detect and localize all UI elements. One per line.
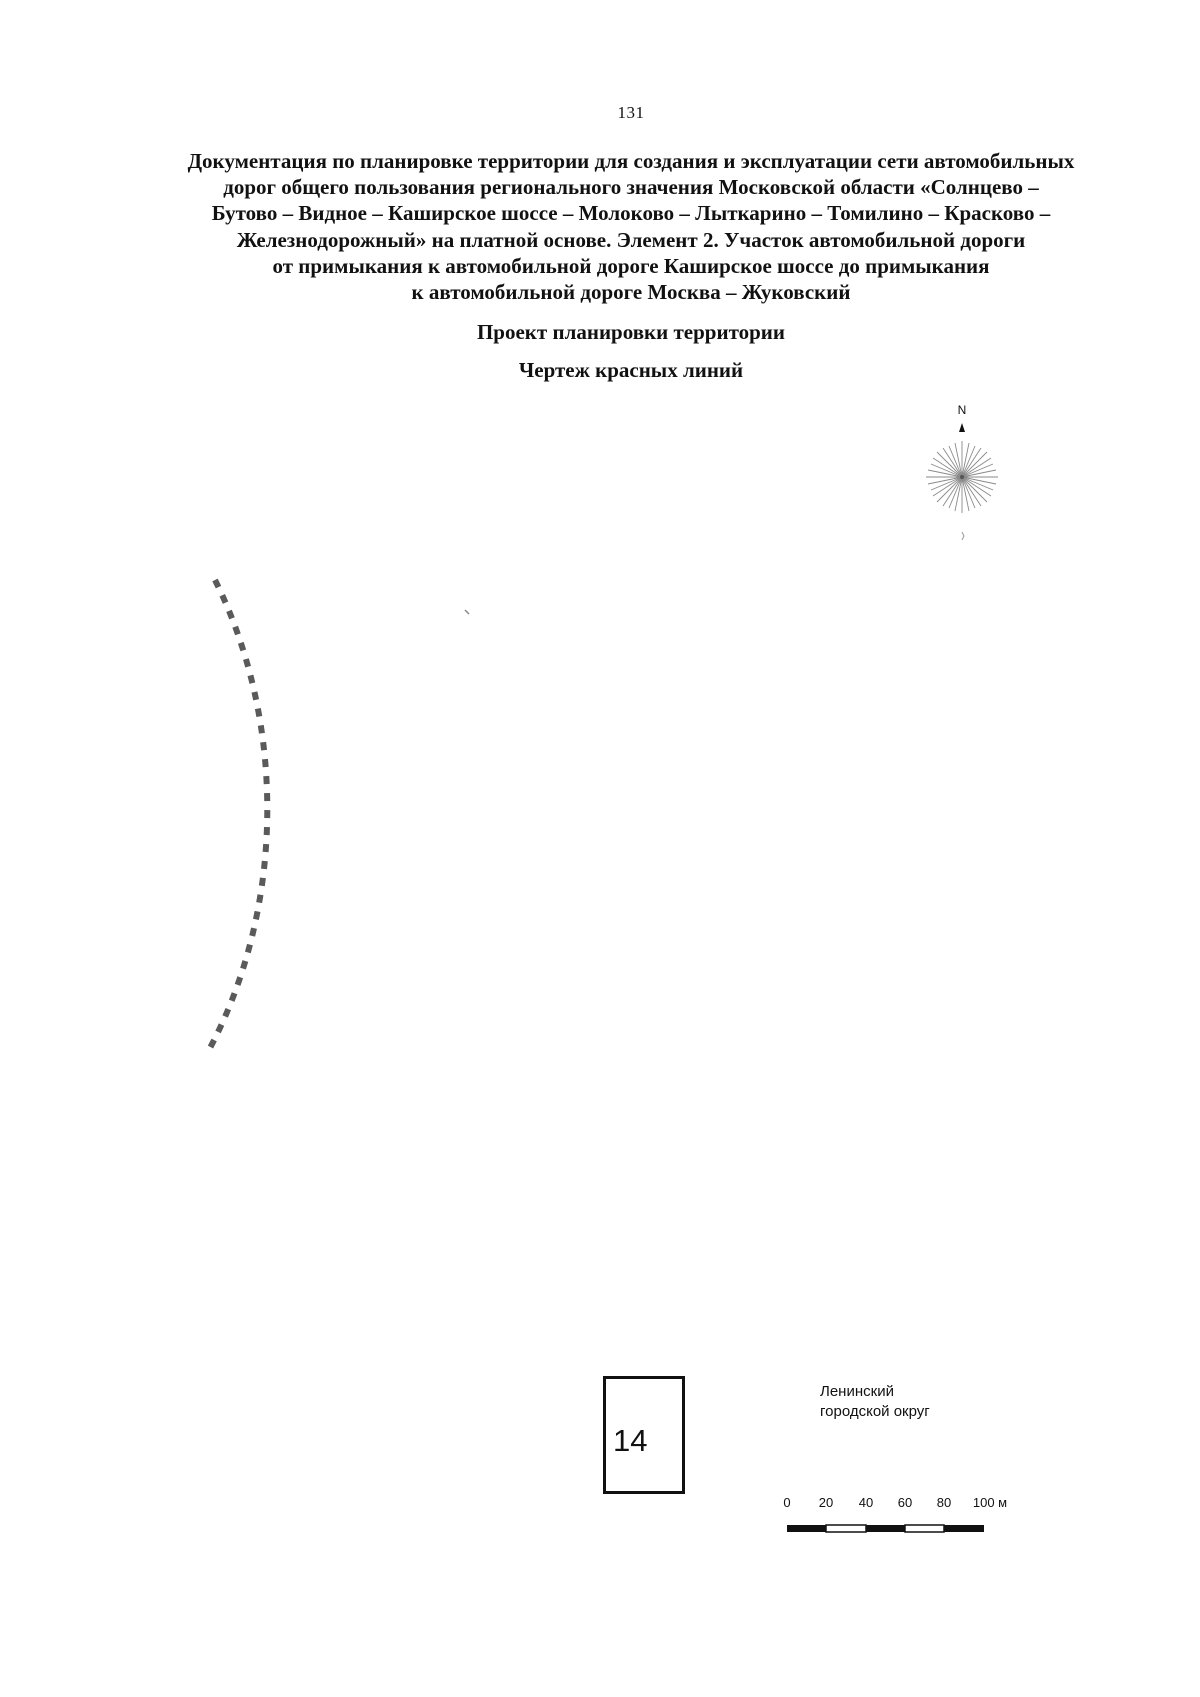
title-line: к автомобильной дороге Москва – Жуковский — [411, 280, 851, 305]
scale-label: 0 — [783, 1495, 791, 1510]
scale-bar — [783, 1495, 1007, 1532]
red-line-arc — [210, 580, 267, 1048]
drawing-title: Чертеж красных линий — [518, 358, 744, 382]
scale-segment-black — [944, 1525, 984, 1532]
compass-center — [960, 475, 964, 479]
sheet-number-box — [603, 1376, 685, 1494]
district-name: Ленинский — [820, 1383, 894, 1400]
compass-rose-icon — [926, 403, 998, 540]
title-line: Железнодорожный» на платной основе. Элемент 2. Участок автомобильной дороги — [236, 227, 1026, 252]
district-label — [820, 1382, 930, 1422]
title-line: от примыкания к автомобильной дороге Каширское шоссе до примыкания — [272, 253, 990, 278]
scale-segment-black — [866, 1525, 905, 1532]
title-line: Документация по планировке территории для создания и эксплуатации сети автомобильных — [187, 149, 1075, 173]
scale-segment-white — [826, 1525, 866, 1532]
north-label: N — [957, 403, 967, 417]
title-line: Бутово – Видное – Каширское шоссе – Молоково – Лыткарино – Томилино – Красково – — [211, 201, 1051, 226]
scale-label: 60 — [897, 1495, 913, 1510]
district-type: городской округ — [820, 1403, 930, 1420]
scale-segment-black — [787, 1525, 826, 1532]
scale-label: 80 — [936, 1495, 952, 1510]
project-subtitle: Проект планировки территории — [476, 320, 786, 344]
sheet-number: 14 — [613, 1423, 648, 1458]
scale-label: 100 м — [972, 1495, 1008, 1510]
compass-tick — [962, 532, 964, 540]
page-number: 131 — [617, 103, 645, 122]
map-mark — [465, 610, 469, 614]
scale-segment-white — [905, 1525, 944, 1532]
title-line: дорог общего пользования регионального значения Московской области «Солнцево – — [223, 175, 1039, 200]
scale-label: 20 — [818, 1495, 834, 1510]
north-arrow — [959, 423, 965, 432]
scale-label: 40 — [858, 1495, 874, 1510]
